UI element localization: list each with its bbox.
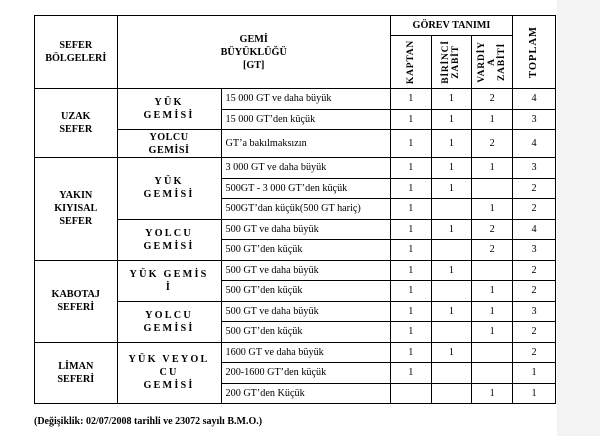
header-sefer-bolgeleri: SEFER BÖLGELERİ bbox=[35, 16, 118, 89]
ship-type-yakin-yuk: YÜK GEMİSİ bbox=[117, 158, 221, 220]
size-cell: 500GT’dan küçük(500 GT hariç) bbox=[221, 199, 390, 220]
size-cell: 3 000 GT ve daha büyük bbox=[221, 158, 390, 179]
header-toplam: TOPLAM bbox=[513, 16, 556, 89]
toplam-cell: 1 bbox=[513, 363, 556, 384]
birinci-cell bbox=[431, 240, 472, 261]
birinci-cell bbox=[431, 383, 472, 404]
birinci-cell bbox=[431, 281, 472, 302]
side-panel bbox=[557, 0, 600, 436]
region-yakin: YAKIN KIYISAL SEFER bbox=[35, 158, 118, 261]
ship-type-liman-yuk-yolcu: YÜK VEYOL CU GEMİSİ bbox=[117, 342, 221, 404]
size-cell: GT’a bakılmaksızın bbox=[221, 130, 390, 158]
kaptan-cell: 1 bbox=[390, 240, 431, 261]
vardiya-cell bbox=[472, 363, 513, 384]
toplam-cell: 2 bbox=[513, 178, 556, 199]
table-row bbox=[35, 158, 556, 179]
size-cell: 500 GT’den küçük bbox=[221, 322, 390, 343]
toplam-cell: 4 bbox=[513, 130, 556, 158]
table-row bbox=[35, 342, 556, 363]
table-row bbox=[35, 89, 556, 110]
birinci-cell: 1 bbox=[431, 89, 472, 110]
kaptan-cell: 1 bbox=[390, 301, 431, 322]
kaptan-cell: 1 bbox=[390, 199, 431, 220]
vardiya-cell: 1 bbox=[472, 383, 513, 404]
table-row bbox=[35, 260, 556, 281]
toplam-cell: 2 bbox=[513, 322, 556, 343]
birinci-cell: 1 bbox=[431, 178, 472, 199]
kaptan-cell: 1 bbox=[390, 178, 431, 199]
kaptan-cell: 1 bbox=[390, 342, 431, 363]
vardiya-cell: 1 bbox=[472, 158, 513, 179]
size-cell: 200 GT’den Küçük bbox=[221, 383, 390, 404]
kaptan-cell: 1 bbox=[390, 89, 431, 110]
vardiya-cell: 1 bbox=[472, 301, 513, 322]
size-cell: 500 GT ve daha büyük bbox=[221, 219, 390, 240]
vardiya-cell: 1 bbox=[472, 199, 513, 220]
kaptan-cell: 1 bbox=[390, 363, 431, 384]
birinci-cell bbox=[431, 322, 472, 343]
ship-type-yakin-yolcu: YOLCU GEMİSİ bbox=[117, 219, 221, 260]
size-cell: 200-1600 GT’den küçük bbox=[221, 363, 390, 384]
header-gorev-tanimi: GÖREV TANIMI bbox=[390, 16, 512, 36]
kaptan-cell: 1 bbox=[390, 281, 431, 302]
toplam-cell: 1 bbox=[513, 383, 556, 404]
toplam-cell: 4 bbox=[513, 219, 556, 240]
birinci-cell bbox=[431, 363, 472, 384]
vardiya-cell: 2 bbox=[472, 89, 513, 110]
header-birinci-zabit: BİRİNCİ ZABİT bbox=[431, 36, 472, 89]
kaptan-cell: 1 bbox=[390, 109, 431, 130]
vardiya-cell: 1 bbox=[472, 281, 513, 302]
size-cell: 15 000 GT ve daha büyük bbox=[221, 89, 390, 110]
vardiya-cell: 2 bbox=[472, 219, 513, 240]
birinci-cell: 1 bbox=[431, 158, 472, 179]
kaptan-cell: 1 bbox=[390, 260, 431, 281]
birinci-cell: 1 bbox=[431, 109, 472, 130]
birinci-cell: 1 bbox=[431, 260, 472, 281]
crew-table bbox=[34, 15, 556, 404]
ship-type-kabotaj-yuk: YÜK GEMİS İ bbox=[117, 260, 221, 301]
birinci-cell: 1 bbox=[431, 301, 472, 322]
vardiya-cell: 2 bbox=[472, 130, 513, 158]
vardiya-cell: 1 bbox=[472, 109, 513, 130]
birinci-cell: 1 bbox=[431, 130, 472, 158]
ship-type-kabotaj-yolcu: YOLCU GEMİSİ bbox=[117, 301, 221, 342]
region-uzak: UZAK SEFER bbox=[35, 89, 118, 158]
birinci-cell: 1 bbox=[431, 219, 472, 240]
toplam-cell: 2 bbox=[513, 281, 556, 302]
kaptan-cell: 1 bbox=[390, 322, 431, 343]
size-cell: 1600 GT ve daha büyük bbox=[221, 342, 390, 363]
size-cell: 15 000 GT’den küçük bbox=[221, 109, 390, 130]
vardiya-cell bbox=[472, 342, 513, 363]
size-cell: 500 GT’den küçük bbox=[221, 240, 390, 261]
region-kabotaj: KABOTAJ SEFERİ bbox=[35, 260, 118, 342]
birinci-cell: 1 bbox=[431, 342, 472, 363]
toplam-cell: 3 bbox=[513, 240, 556, 261]
size-cell: 500 GT’den küçük bbox=[221, 281, 390, 302]
toplam-cell: 3 bbox=[513, 158, 556, 179]
size-cell: 500GT - 3 000 GT’den küçük bbox=[221, 178, 390, 199]
kaptan-cell: 1 bbox=[390, 158, 431, 179]
ship-type-uzak-yuk: YÜK GEMİSİ bbox=[117, 89, 221, 130]
kaptan-cell: 1 bbox=[390, 130, 431, 158]
toplam-cell: 3 bbox=[513, 109, 556, 130]
toplam-cell: 4 bbox=[513, 89, 556, 110]
size-cell: 500 GT ve daha büyük bbox=[221, 260, 390, 281]
vardiya-cell: 1 bbox=[472, 322, 513, 343]
birinci-cell bbox=[431, 199, 472, 220]
vardiya-cell bbox=[472, 178, 513, 199]
vardiya-cell: 2 bbox=[472, 240, 513, 261]
region-liman: LİMAN SEFERİ bbox=[35, 342, 118, 404]
kaptan-cell: 1 bbox=[390, 219, 431, 240]
toplam-cell: 2 bbox=[513, 342, 556, 363]
header-vardiya-zabiti: VARDİY A ZABİTİ bbox=[472, 36, 513, 89]
header-gemi-buyuklugu: GEMİ BÜYÜKLÜĞÜ [GT] bbox=[117, 16, 390, 89]
size-cell: 500 GT ve daha büyük bbox=[221, 301, 390, 322]
kaptan-cell bbox=[390, 383, 431, 404]
header-kaptan: KAPTAN bbox=[390, 36, 431, 89]
footnote: (Değişiklik: 02/07/2008 tarihli ve 23072 sayılı B.M.O.) bbox=[34, 416, 263, 427]
ship-type-uzak-yolcu: YOLCU GEMİSİ bbox=[117, 130, 221, 158]
toplam-cell: 2 bbox=[513, 199, 556, 220]
toplam-cell: 3 bbox=[513, 301, 556, 322]
vardiya-cell bbox=[472, 260, 513, 281]
toplam-cell: 2 bbox=[513, 260, 556, 281]
